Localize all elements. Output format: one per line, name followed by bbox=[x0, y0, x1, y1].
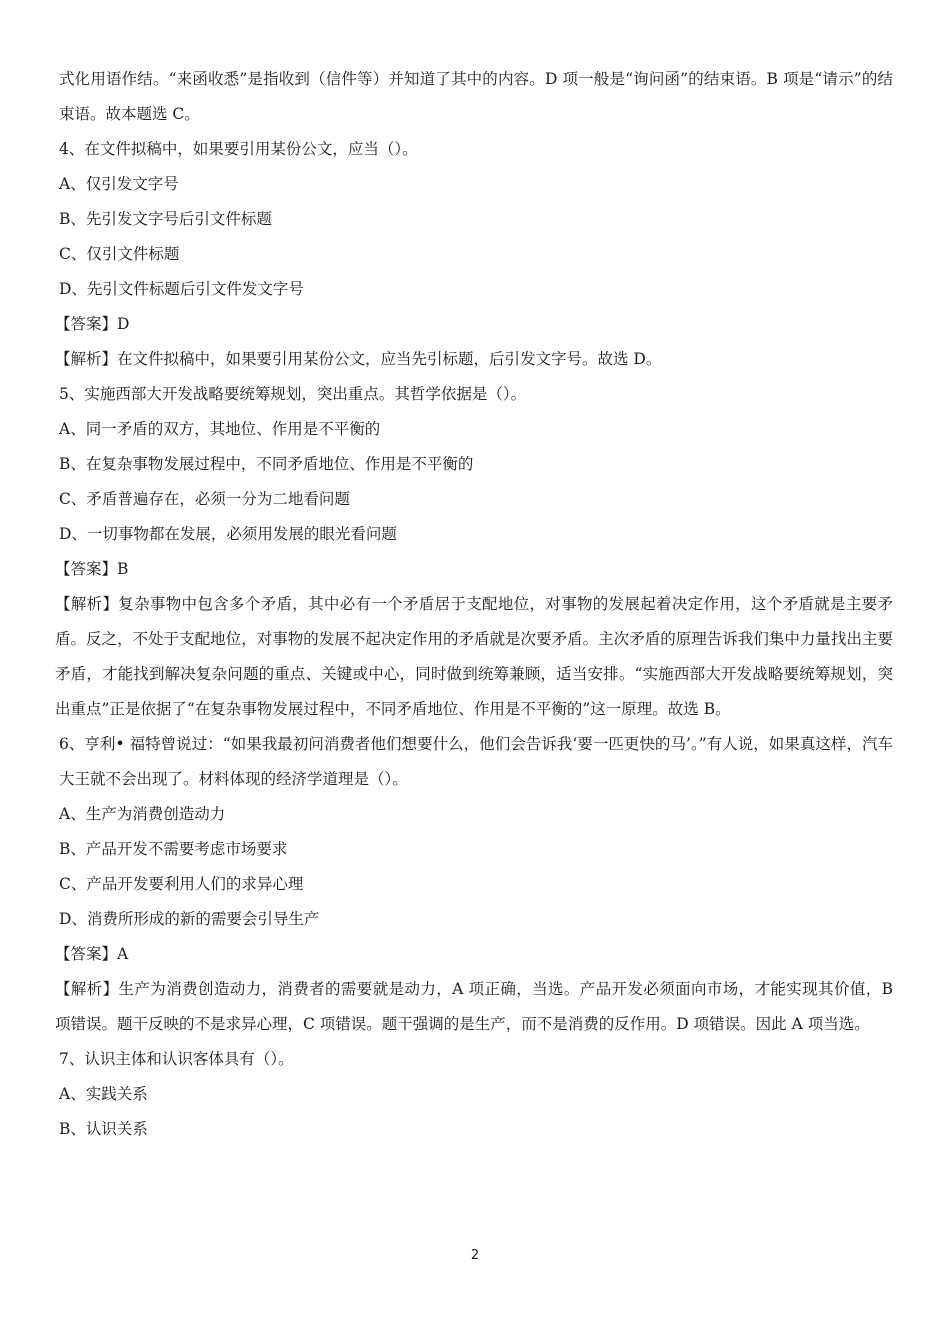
question-6 bbox=[55, 727, 893, 1042]
option-b: B、先引发文字号后引文件标题 bbox=[59, 210, 272, 228]
option-c: C、产品开发要利用人们的求异心理 bbox=[59, 875, 304, 893]
option-d: D、先引文件标题后引文件发文字号 bbox=[59, 280, 304, 298]
answer-label: 【答案】B bbox=[55, 560, 129, 578]
page-number: 2 bbox=[470, 1248, 480, 1263]
continuation-text: 式化用语作结。“来函收悉”是指收到（信件等）并知道了其中的内容。D 项一般是“询问函”的结束语。B 项是“请示”的结束语。故本题选 C。 bbox=[59, 70, 893, 123]
option-d: D、一切事物都在发展，必须用发展的眼光看问题 bbox=[59, 525, 397, 543]
question-4 bbox=[55, 132, 893, 377]
option-d: D、消费所形成的新的需要会引导生产 bbox=[59, 910, 320, 928]
analysis-text: 【解析】生产为消费创造动力，消费者的需要就是动力，A 项正确，当选。产品开发必须面向市场，才能实现其价值，B 项错误。题干反映的不是求异心理，C 项错误。题干强调的是生产，而不是消费的反作用。D 项错误。因此 A 项当选。 bbox=[55, 980, 893, 1033]
option-b: B、在复杂事物发展过程中，不同矛盾地位、作用是不平衡的 bbox=[59, 455, 474, 473]
option-a: A、仅引发文字号 bbox=[59, 175, 179, 193]
option-c: C、仅引文件标题 bbox=[59, 245, 180, 263]
option-b: B、认识关系 bbox=[59, 1120, 148, 1138]
analysis-text: 【解析】在文件拟稿中，如果要引用某份公文，应当先引标题，后引发文字号。故选 D。 bbox=[55, 350, 662, 368]
analysis-text: 【解析】复杂事物中包含多个矛盾，其中必有一个矛盾居于支配地位，对事物的发展起着决定作用，这个矛盾就是主要矛盾。反之，不处于支配地位，对事物的发展不起决定作用的矛盾就是次要矛盾。主次矛盾的原理告诉我们集中力量找出主要矛盾，才能找到解决复杂问题的重点、关键或中心，同时做到统筹兼顾，适当安排。“实施西部大开发战略要统筹规划，突出重点”正是依据了“在复杂事物发展过程中，不同矛盾地位、作用是不平衡的”这一原理。故选 B。 bbox=[55, 595, 893, 718]
document-body bbox=[55, 62, 893, 1147]
question-stem: 6、亨利• 福特曾说过：“如果我最初问消费者他们想要什么，他们会告诉我‘要一匹更快的马’。”有人说，如果真这样，汽车大王就不会出现了。材料体现的经济学道理是（）。 bbox=[59, 735, 893, 788]
option-c: C、矛盾普遍存在，必须一分为二地看问题 bbox=[59, 490, 350, 508]
option-a: A、实践关系 bbox=[59, 1085, 148, 1103]
question-stem: 7、认识主体和认识客体具有（）。 bbox=[59, 1050, 294, 1068]
option-b: B、产品开发不需要考虑市场要求 bbox=[59, 840, 288, 858]
question-stem: 4、在文件拟稿中，如果要引用某份公文，应当（）。 bbox=[59, 140, 418, 158]
question-stem: 5、实施西部大开发战略要统筹规划，突出重点。其哲学依据是（）。 bbox=[59, 385, 527, 403]
question-7 bbox=[59, 1042, 893, 1147]
option-a: A、同一矛盾的双方，其地位、作用是不平衡的 bbox=[59, 420, 381, 438]
question-5 bbox=[55, 377, 893, 727]
answer-label: 【答案】A bbox=[55, 945, 129, 963]
answer-label: 【答案】D bbox=[55, 315, 130, 333]
option-a: A、生产为消费创造动力 bbox=[59, 805, 226, 823]
